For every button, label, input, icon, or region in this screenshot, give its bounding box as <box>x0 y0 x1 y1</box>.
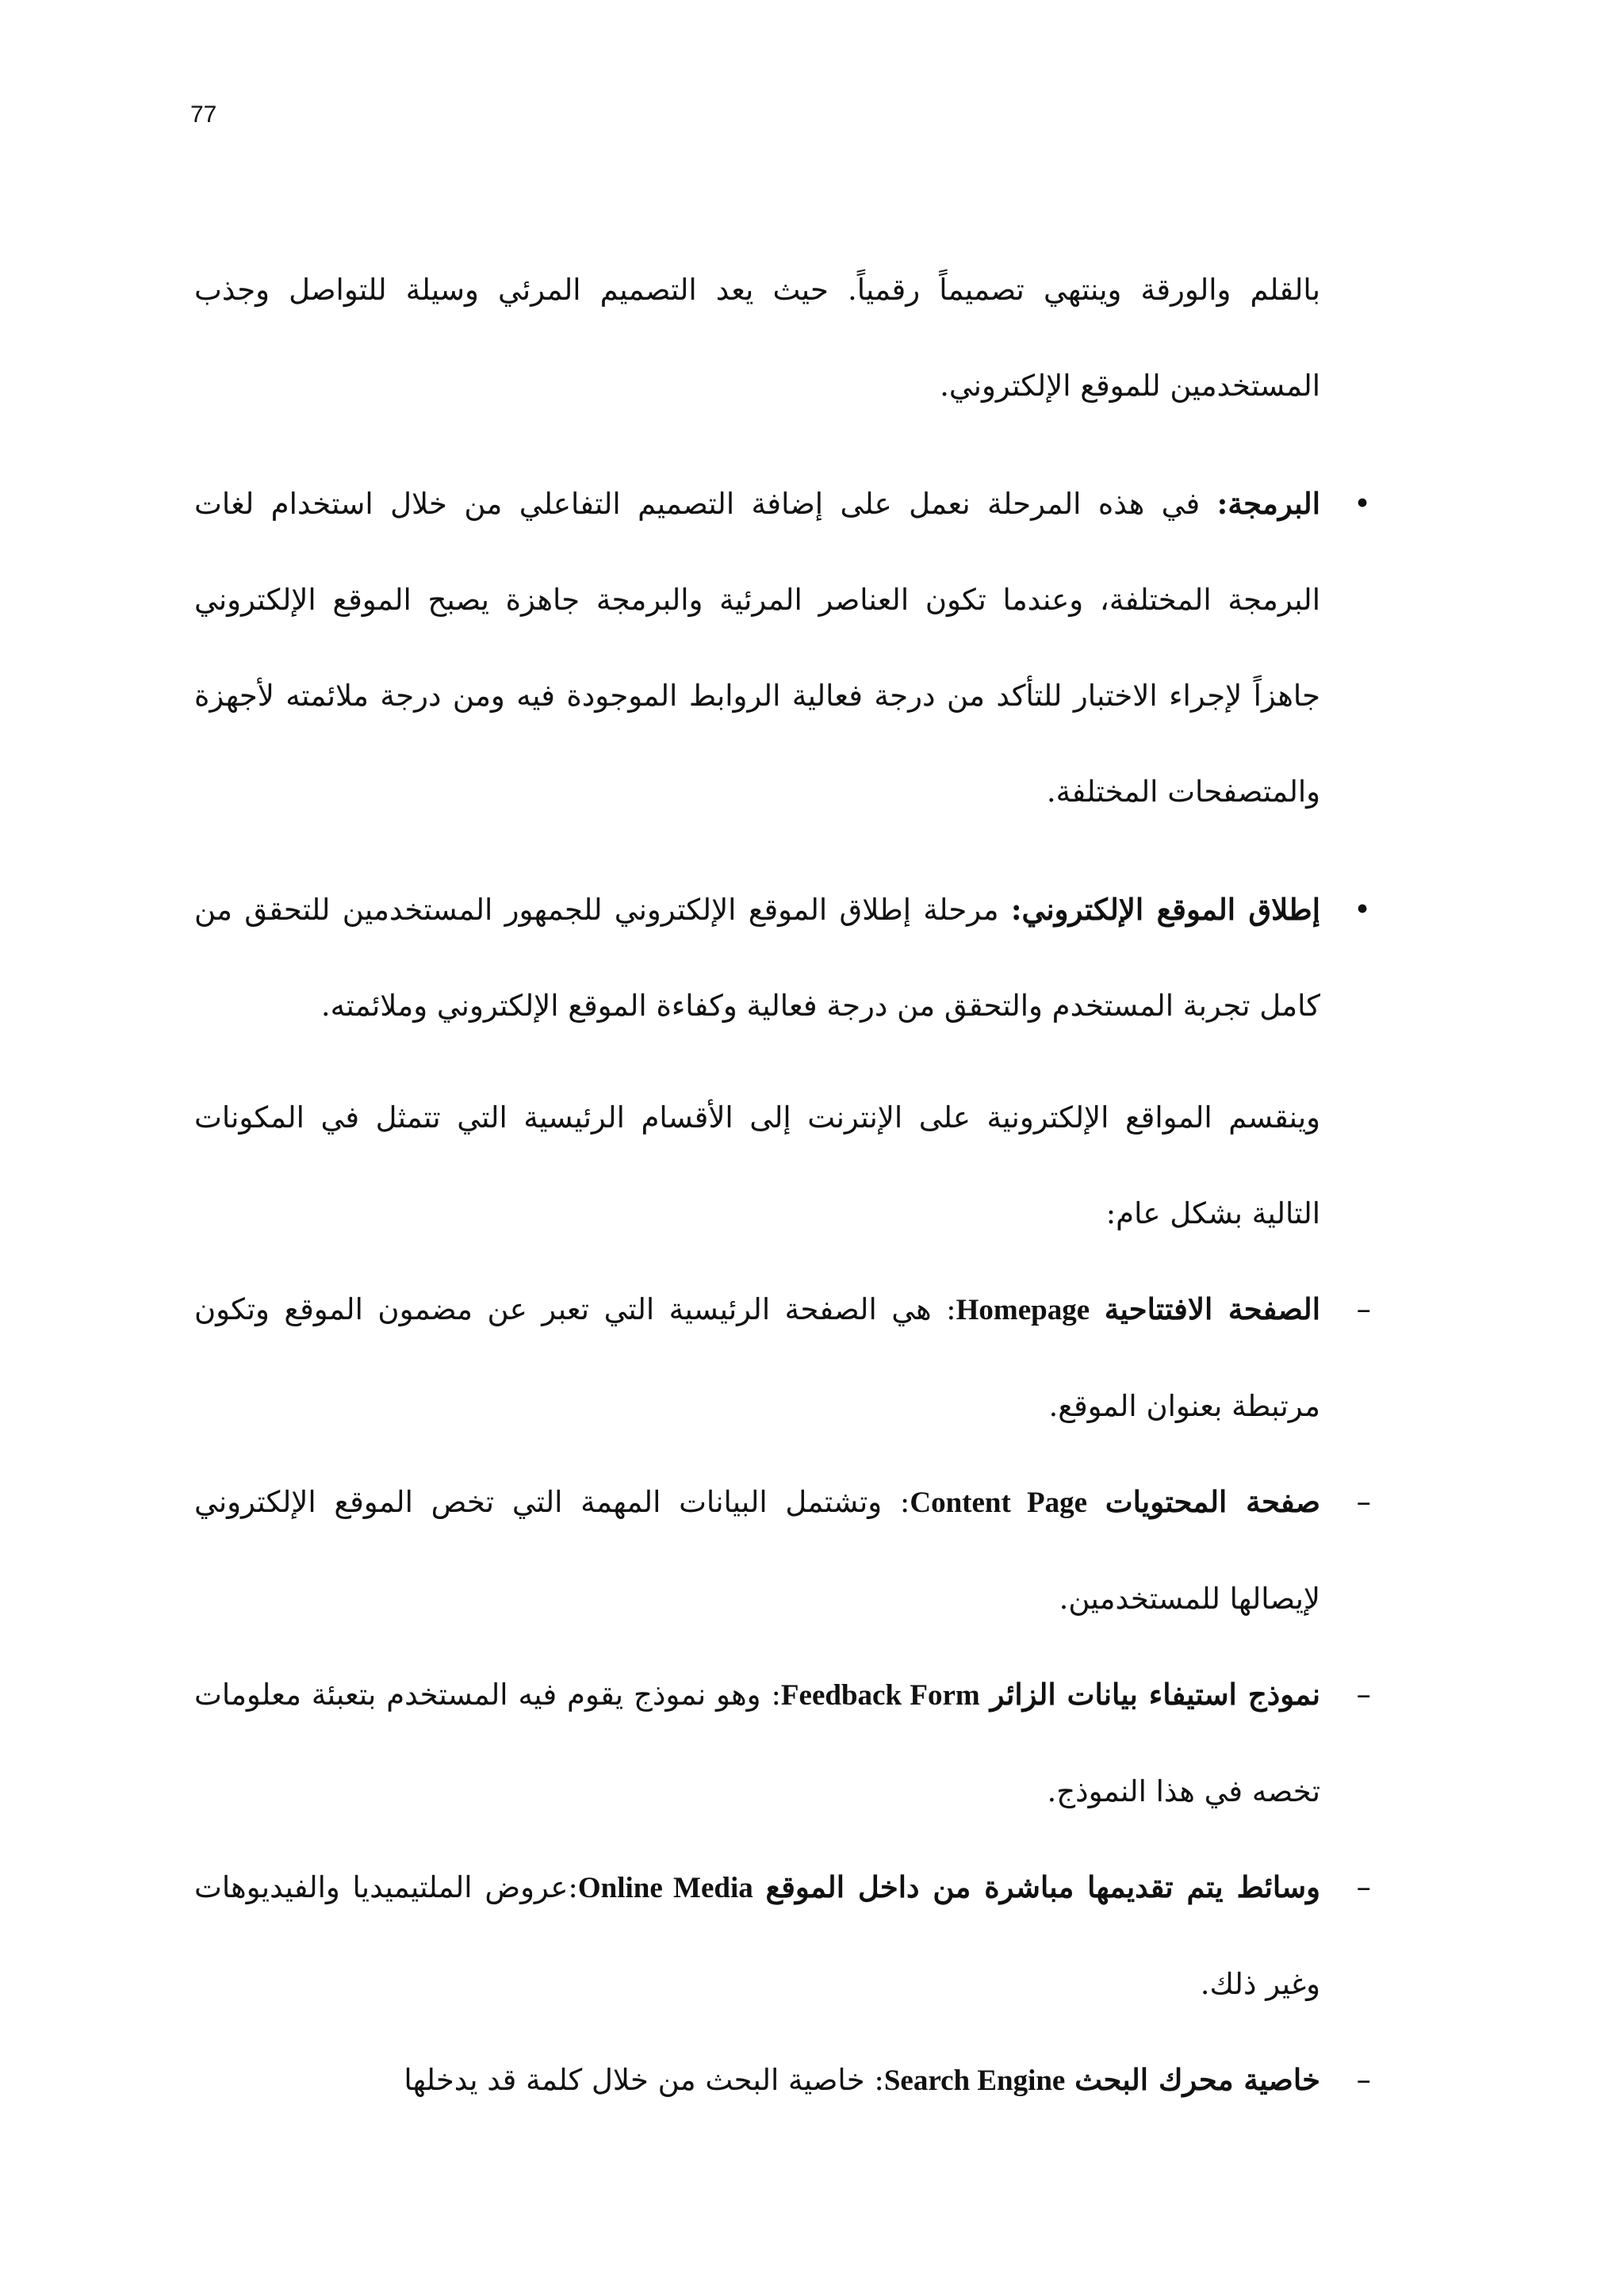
component-text: : هي الصفحة الرئيسية التي تعبر عن مضمون الموقع وتكون مرتبطة بعنوان الموقع. <box>194 1292 1320 1423</box>
component-term-latin: Feedback Form <box>780 1679 980 1712</box>
component-term: وسائط يتم تقديمها مباشرة من داخل الموقع <box>765 1869 1321 1904</box>
component-item-homepage <box>194 1261 1371 1454</box>
component-text: : خاصية البحث من خلال كلمة قد يدخلها <box>404 2063 884 2097</box>
dash-icon: – <box>1356 2063 1371 2097</box>
component-term: خاصية محرك البحث <box>1074 2062 1320 2097</box>
component-item-search-engine <box>194 2032 1371 2129</box>
spacer <box>194 1054 1320 1070</box>
component-text: : وتشتمل البيانات المهمة التي تخص الموقع الإلكتروني لإيصالها للمستخدمين. <box>194 1485 1320 1616</box>
component-term: صفحة المحتويات <box>1105 1484 1321 1519</box>
component-item-online-media <box>194 1839 1371 2032</box>
component-item-feedback-form <box>194 1647 1371 1839</box>
component-term-latin: Content Page <box>910 1487 1088 1519</box>
page-body <box>194 242 1371 2129</box>
dash-icon: – <box>1356 1678 1371 1712</box>
component-term: نموذج استيفاء بيانات الزائر <box>990 1677 1320 1712</box>
component-term-latin: Search Engine <box>883 2064 1066 2097</box>
bullet-icon: • <box>1354 487 1371 521</box>
dash-icon: – <box>1356 1292 1371 1326</box>
component-item-content-page <box>194 1454 1371 1647</box>
spacer <box>194 434 1320 456</box>
component-text: : وهو نموذج يقوم فيه المستخدم بتعبئة معلومات تخصه في هذا النموذج. <box>194 1678 1320 1808</box>
sections-intro-paragraph: وينقسم المواقع الإلكترونية على الإنترنت إلى الأقسام الرئيسية التي تتمثل في المكونات التالية بشكل عام: <box>194 1100 1320 1230</box>
bullet-item-launch <box>194 862 1371 1054</box>
component-term: الصفحة الافتتاحية <box>1104 1292 1320 1326</box>
dash-icon: – <box>1356 1870 1371 1904</box>
dash-icon: – <box>1356 1485 1371 1519</box>
spacer <box>194 840 1320 862</box>
page-number: 77 <box>190 101 217 128</box>
bullet-icon: • <box>1354 893 1371 927</box>
bullet-term: إطلاق الموقع الإلكتروني: <box>1010 892 1320 927</box>
bullet-text: في هذه المرحلة نعمل على إضافة التصميم التفاعلي من خلال استخدام لغات البرمجة المختلفة، وعندما تكون العناصر المرئية والبرمجة جاهزة يصبح الموقع الإلكتروني جاهزاً لإجراء الاختبار للتأكد من درجة فعالية الروابط الموجودة فيه ومن درجة ملائمته لأجهزة والمتصفحات المختلفة. <box>194 487 1320 809</box>
component-term-latin: Online Media <box>577 1872 753 1904</box>
bullet-text: مرحلة إطلاق الموقع الإلكتروني للجمهور المستخدمين للتحقق من كامل تجربة المستخدم والتحقق من درجة فعالية وكفاءة الموقع الإلكتروني وملائمته. <box>194 893 1320 1023</box>
bullet-item-programming <box>194 456 1371 840</box>
intro-paragraph: بالقلم والورقة وينتهي تصميماً رقمياً. حيث يعد التصميم المرئي وسيلة للتواصل وجذب المستخدمين للموقع الإلكتروني. <box>194 273 1320 403</box>
component-text: :عروض الملتيميديا والفيديوهات وغير ذلك. <box>194 1870 1320 2001</box>
component-term-latin: Homepage <box>956 1294 1090 1326</box>
bullet-term: البرمجة: <box>1216 486 1320 521</box>
